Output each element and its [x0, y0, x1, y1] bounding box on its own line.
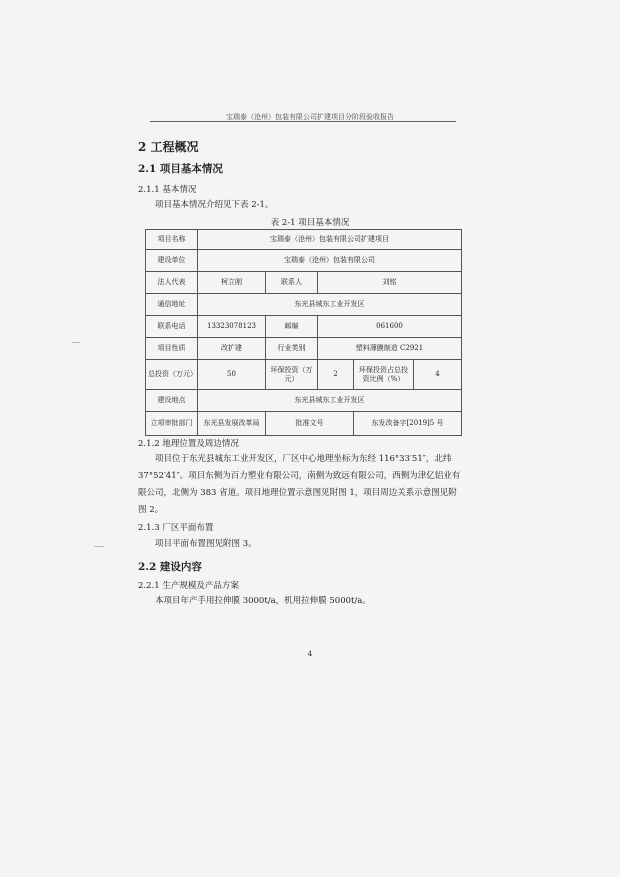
- value-cell: 东光县城东工业开发区: [198, 294, 462, 316]
- layout-paragraph: 项目平面布置图见附图 3。: [155, 539, 257, 549]
- label-cell: 通信地址: [146, 294, 198, 316]
- value-cell: 061600: [318, 316, 462, 338]
- project-info-table: [145, 229, 462, 436]
- value-cell: 柯立刚: [198, 272, 266, 294]
- value-cell: 刘铭: [318, 272, 462, 294]
- label-cell: 批准文号: [266, 412, 354, 436]
- label-cell: 联系电话: [146, 316, 198, 338]
- value-cell: 东发改备字[2019]5 号: [354, 412, 462, 436]
- section-2-1-3-title: 2.1.3 厂区平面布置: [138, 523, 214, 533]
- scan-mark: [72, 342, 80, 343]
- value-cell: 改扩建: [198, 338, 266, 360]
- value-cell: 2: [318, 360, 354, 390]
- production-paragraph: 本项目年产手用拉伸膜 3000t/a，机用拉伸膜 5000t/a。: [155, 596, 371, 606]
- section-2-1-2-title: 2.1.2 地理位置及周边情况: [138, 439, 239, 449]
- value-cell: 4: [414, 360, 462, 390]
- label-cell: 邮编: [266, 316, 318, 338]
- value-cell: 东光县城东工业开发区: [198, 390, 462, 412]
- table-intro: 项目基本情况介绍见下表 2-1。: [155, 200, 274, 210]
- label-cell: 项目名称: [146, 230, 198, 250]
- label-cell: 建设地点: [146, 390, 198, 412]
- section-2-1-title: 2.1 项目基本情况: [138, 163, 223, 175]
- section-2-title: 2 工程概况: [138, 140, 199, 154]
- label-cell: 总投资（万元）: [146, 360, 198, 390]
- section-2-2-1-title: 2.2.1 生产规模及产品方案: [138, 581, 239, 591]
- label-cell: 建设单位: [146, 250, 198, 272]
- label-cell: 立项审批部门: [146, 412, 198, 436]
- label-cell: 法人代表: [146, 272, 198, 294]
- value-cell: 塑料薄膜制造 C2921: [318, 338, 462, 360]
- value-cell: 宝瑞泰（沧州）包装有限公司扩建项目: [198, 230, 462, 250]
- page-header: 宝瑞泰（沧州）包装有限公司扩建项目分阶段验收报告: [226, 113, 394, 121]
- location-paragraph: 项目位于东光县城东工业开发区，厂区中心地理坐标为东经 116°33′51″，北纬 37°52′41″。项目东侧为百力塑业有限公司，南侧为致远有限公司，西侧为津亿铝业有限公司，北侧为 383 省道。项目地理位置示意图见附图 1，项目周边关系示意图见附图 2。: [138, 454, 461, 515]
- section-2-1-1-title: 2.1.1 基本情况: [138, 185, 197, 195]
- header-rule: [150, 121, 456, 122]
- value-cell: 50: [198, 360, 266, 390]
- value-cell: 13323078123: [198, 316, 266, 338]
- scan-mark: [94, 546, 104, 547]
- value-cell: 宝瑞泰（沧州）包装有限公司: [198, 250, 462, 272]
- page-number: 4: [307, 650, 313, 658]
- label-cell: 项目性质: [146, 338, 198, 360]
- label-cell: 环保投资（万元）: [266, 360, 318, 390]
- label-cell: 联系人: [266, 272, 318, 294]
- value-cell: 东光县发展改革局: [198, 412, 266, 436]
- section-2-2-title: 2.2 建设内容: [138, 561, 202, 573]
- label-cell: 环保投资占总投资比例（%）: [354, 360, 414, 390]
- label-cell: 行业类别: [266, 338, 318, 360]
- table-caption: 表 2-1 项目基本情况: [270, 218, 350, 228]
